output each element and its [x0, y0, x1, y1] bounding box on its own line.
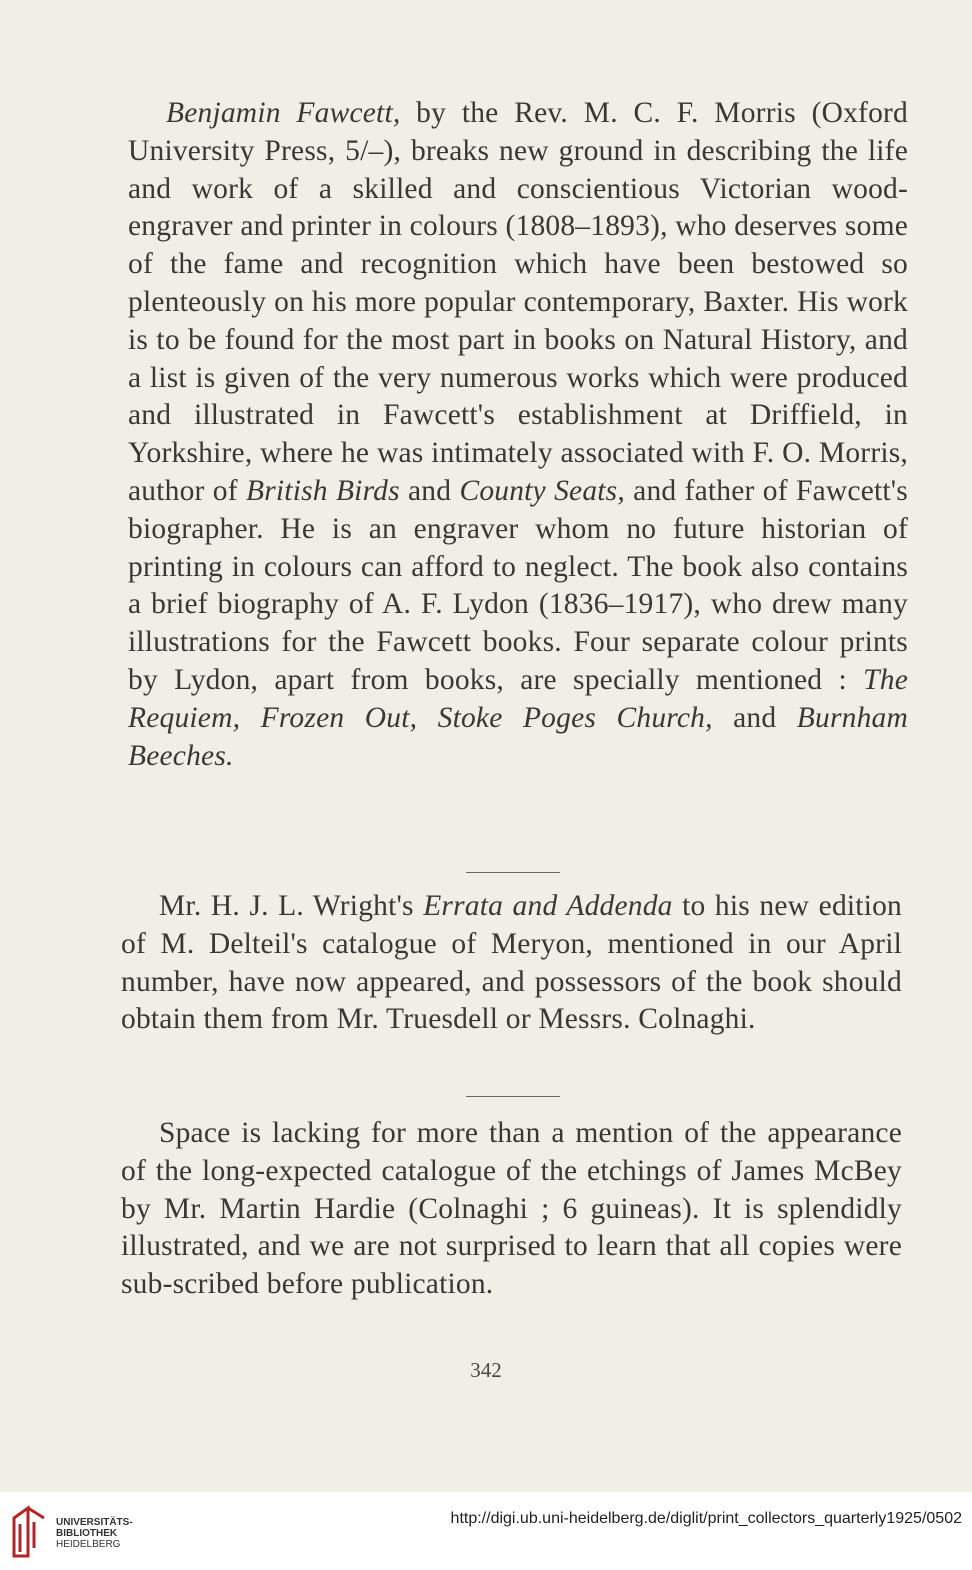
text-run: Space is lacking for more than a mention of the appearance of the long-expected catalogue of the etchings of James McBey by Mr. Martin Hardie (Colnaghi ; 6 guineas). It is splendidly illustrated, and we are not surprised to learn that all copies were sub-scribed before publication. — [121, 1117, 902, 1301]
book-title: British Birds — [246, 474, 400, 507]
library-logo-icon — [10, 1504, 50, 1560]
text-run: Mr. H. J. L. Wright's — [159, 890, 424, 922]
library-footer — [0, 1492, 972, 1570]
source-url-link[interactable]: http://digi.ub.uni-heidelberg.de/diglit/print_collectors_quarterly1925/0502 — [450, 1510, 962, 1527]
text-run: by the Rev. M. C. F. Morris (Oxford University Press, 5/–), breaks new ground in describing the life and work of a skilled and conscientious Victorian wood-engraver and printer in colours (1808–1893), who deserves some of the fame and recognition which have been bestowed so plenteously on his more popular contemporary, Baxter. His work is to be found for the most part in books on Natural History, and a list is given of the very numerous works which were produced and illustrated in Fawcett's establishment at Driffield, in Yorkshire, where he was intimately associated with F. O. Morris, author of — [128, 97, 909, 507]
page-number: 342 — [470, 1358, 502, 1382]
book-title: Errata and Addenda — [423, 890, 673, 922]
section-divider — [466, 872, 560, 873]
paragraph-fawcett-review — [128, 95, 908, 775]
library-name-line: UNIVERSITÄTS- — [56, 1517, 133, 1528]
print-title: Burnham Beeches. — [128, 701, 908, 772]
print-titles: The Requiem, Frozen Out, Stoke Poges Church, — [128, 663, 908, 734]
library-name — [56, 1517, 133, 1550]
text-run: and — [712, 701, 797, 734]
paragraph-mcbey-catalogue — [121, 1115, 902, 1304]
text-run: to his new edition of M. Delteil's catalogue of Meryon, mentioned in our April number, have now appeared, and possessors of the book should obtain them from Mr. Truesdell or Messrs. Colnaghi. — [121, 890, 902, 1036]
section-divider — [466, 1096, 560, 1097]
book-title: Benjamin Fawcett, — [166, 97, 401, 129]
text-run: and father of Fawcett's biographer. He is an engraver whom no future historian of printing in colours can afford to neglect. The book also contains a brief biography of A. F. Lydon (1836–1917), who drew many illustrations for the Fawcett books. Four separate colour prints by Lydon, apart from books, are specially mentioned : — [128, 474, 908, 696]
library-name-line: BIBLIOTHEK — [56, 1528, 118, 1539]
text-run: and — [399, 474, 460, 507]
library-name-line: HEIDELBERG — [56, 1539, 121, 1550]
paragraph-wright-errata — [121, 888, 902, 1039]
book-title: County Seats, — [459, 474, 625, 507]
